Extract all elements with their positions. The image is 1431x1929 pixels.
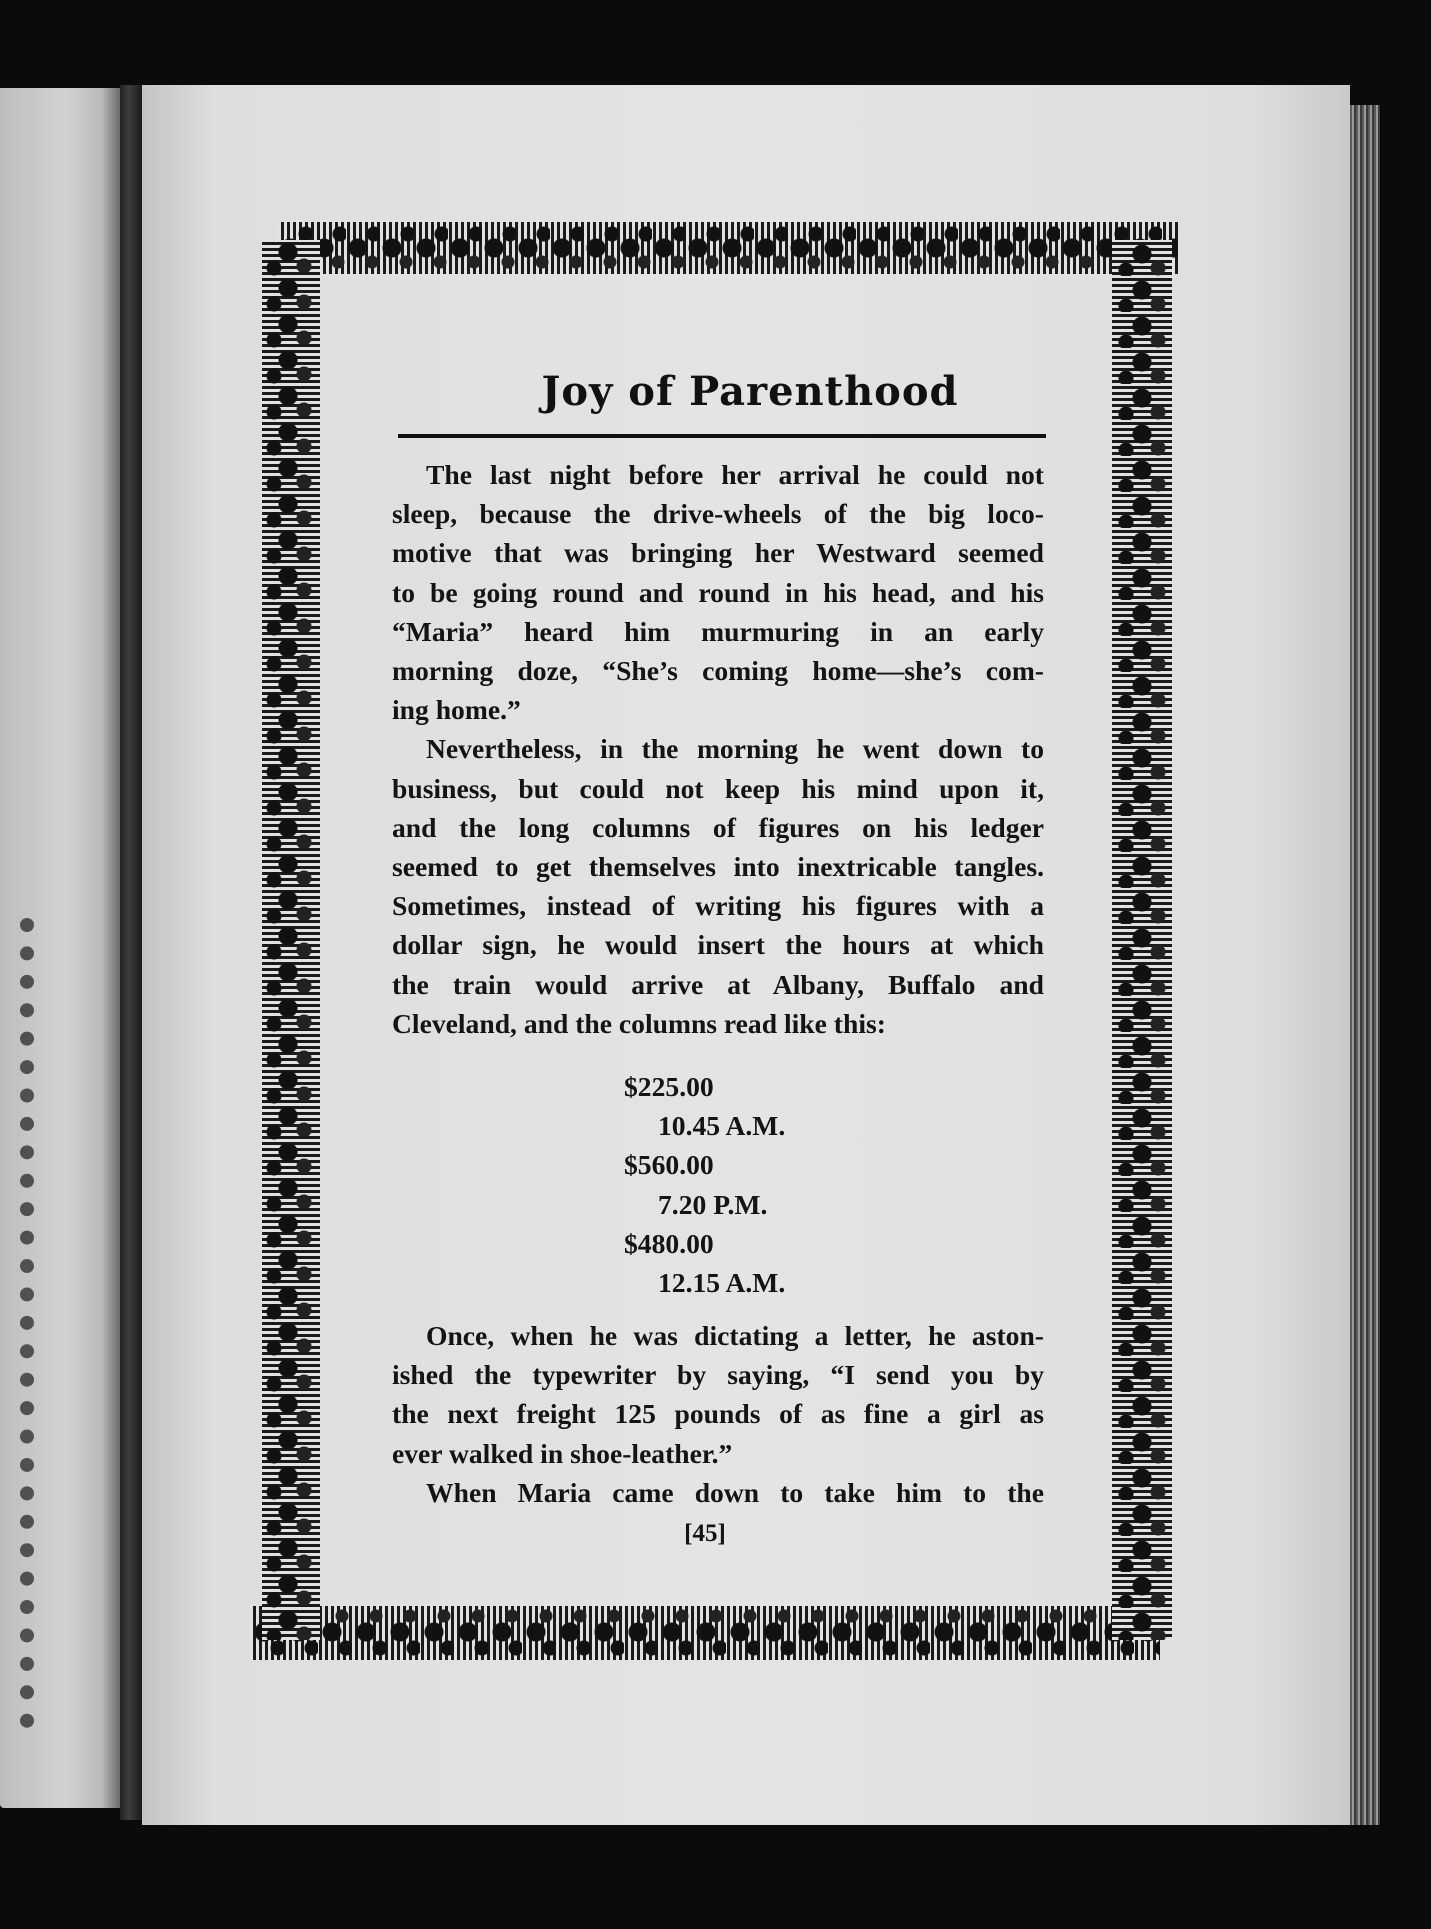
- text-line: and the long columns of figures on his ledger: [392, 811, 1044, 843]
- ledger-amount: $225.00: [624, 1071, 714, 1102]
- text-line: morning doze, “She’s coming home—she’s com-: [392, 655, 1044, 687]
- text-line: to be going round and round in his head, and his: [392, 576, 1044, 608]
- text-line: the next freight 125 pounds of as fine a girl as: [392, 1398, 1044, 1430]
- ledger-amount: $480.00: [624, 1227, 714, 1259]
- text-block-continued: [392, 1316, 1044, 1512]
- text-line: The last night before her arrival he could not: [426, 459, 1044, 490]
- page-edges: [1350, 105, 1380, 1825]
- text-line: dollar sign, he would insert the hours at which: [392, 929, 1044, 961]
- vine-border-right: [1112, 240, 1172, 1640]
- text-line: ished the typewriter by saying, “I send you by: [392, 1359, 1044, 1391]
- text-line: the train would arrive at Albany, Buffalo and: [392, 968, 1044, 1000]
- text-line: ing home.”: [392, 694, 521, 726]
- ledger-time: 7.20 P.M.: [658, 1188, 768, 1220]
- ledger-time: 12.15 A.M.: [658, 1267, 786, 1299]
- facing-page-border-ornament: [0, 918, 34, 1728]
- vine-border-left: [262, 240, 320, 1640]
- vine-border-bottom: [250, 1606, 1160, 1660]
- text-line: Cleveland, and the columns read like this:: [392, 1007, 886, 1039]
- text-line: seemed to get themselves into inextricable tangles.: [392, 851, 1044, 883]
- vine-border-top: [278, 222, 1178, 274]
- text-line: Nevertheless, in the morning he went down to: [426, 733, 1044, 765]
- ledger-time: 10.45 A.M.: [658, 1110, 786, 1142]
- facing-page: [0, 88, 120, 1808]
- book-gutter: [120, 85, 142, 1820]
- text-line: sleep, because the drive-wheels of the big loco-: [392, 498, 1044, 530]
- page-title: Joy of Parenthood: [541, 368, 959, 415]
- text-line: business, but could not keep his mind upon it,: [392, 772, 1044, 804]
- text-line: Once, when he was dictating a letter, he aston-: [426, 1320, 1044, 1351]
- text-line: When Maria came down to take him to the: [426, 1476, 1044, 1508]
- text-line: “Maria” heard him murmuring in an early: [392, 615, 1044, 647]
- ledger-amount: $560.00: [624, 1149, 714, 1181]
- text-line: ever walked in shoe-leather.”: [392, 1437, 733, 1469]
- text-line: motive that was bringing her Westward seemed: [392, 537, 1044, 569]
- text-line: Sometimes, instead of writing his figures with a: [392, 890, 1044, 922]
- ledger-figures: [624, 1067, 785, 1302]
- page-number: [45]: [684, 1520, 726, 1547]
- title-rule: [398, 434, 1046, 438]
- text-block: [392, 455, 1044, 1043]
